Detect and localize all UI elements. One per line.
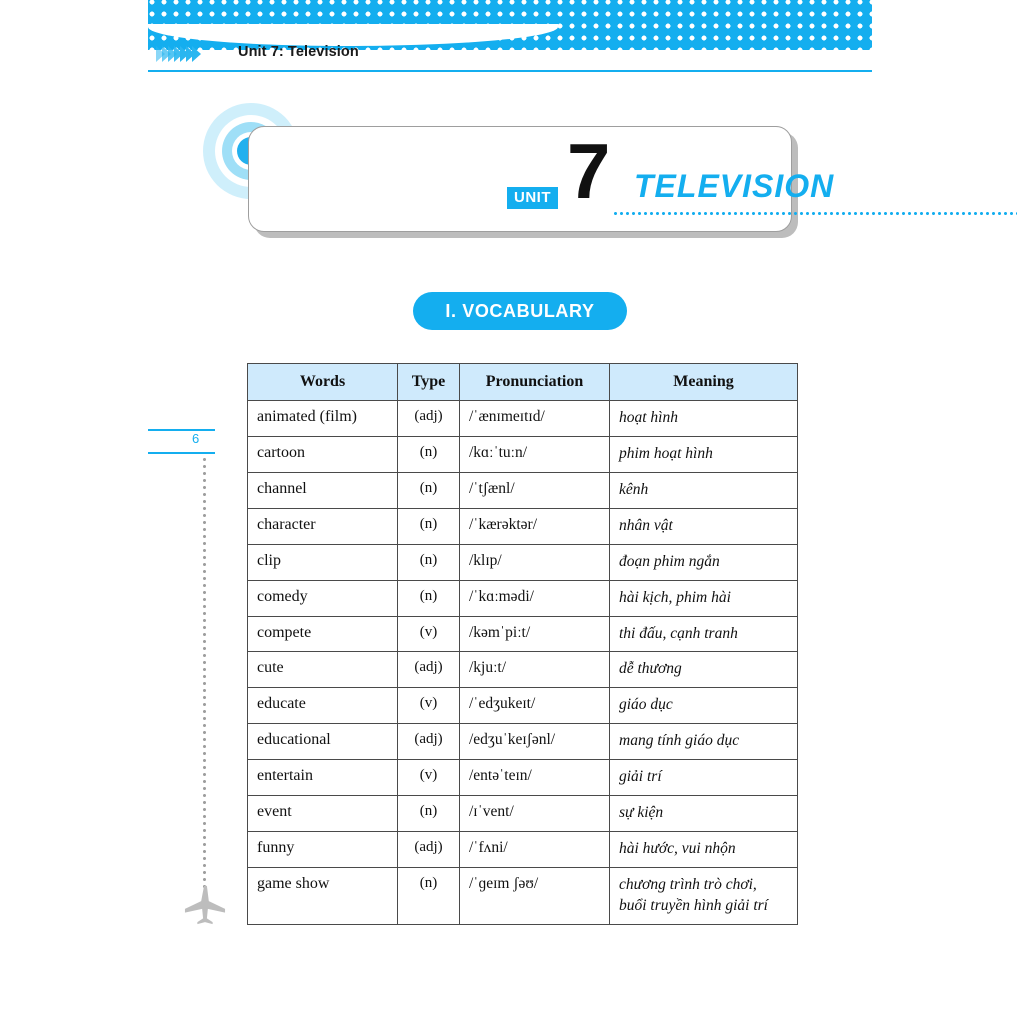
cell-word: event <box>248 796 398 832</box>
table-row <box>248 472 798 508</box>
cell-meaning: mang tính giáo dục <box>610 724 798 760</box>
table-row <box>248 508 798 544</box>
cell-meaning: giải trí <box>610 760 798 796</box>
cell-meaning: chương trình trò chơi, buổi truyền hình giải trí <box>610 867 798 924</box>
table-row <box>248 832 798 868</box>
cell-type: (n) <box>398 472 460 508</box>
table-row <box>248 688 798 724</box>
table-row <box>248 652 798 688</box>
table-row <box>248 796 798 832</box>
table-row <box>248 580 798 616</box>
section-title-vocabulary: I. VOCABULARY <box>413 292 627 330</box>
cell-type: (v) <box>398 760 460 796</box>
unit-number: 7 <box>567 127 611 215</box>
margin-dotted-line <box>203 458 206 888</box>
column-header-words: Words <box>248 364 398 401</box>
cell-meaning: đoạn phim ngắn <box>610 544 798 580</box>
cell-type: (n) <box>398 544 460 580</box>
cell-word: clip <box>248 544 398 580</box>
column-header-type: Type <box>398 364 460 401</box>
table-row <box>248 401 798 437</box>
cell-word: cute <box>248 652 398 688</box>
cell-meaning: dễ thương <box>610 652 798 688</box>
table-row <box>248 616 798 652</box>
double-chevron-right-icon <box>156 46 198 62</box>
page-number: 6 <box>192 431 200 446</box>
cell-meaning: sự kiện <box>610 796 798 832</box>
cell-pronunciation: /ˈtʃænl/ <box>460 472 610 508</box>
unit-title-box <box>248 126 835 232</box>
table-row <box>248 724 798 760</box>
cell-type: (v) <box>398 688 460 724</box>
cell-pronunciation: /ˈkɑːmədi/ <box>460 580 610 616</box>
cell-pronunciation: /ˈɡeɪm ʃəʊ/ <box>460 867 610 924</box>
table-row <box>248 436 798 472</box>
cell-pronunciation: /kəmˈpiːt/ <box>460 616 610 652</box>
cell-type: (n) <box>398 580 460 616</box>
cell-pronunciation: /ˈedʒukeɪt/ <box>460 688 610 724</box>
cell-pronunciation: /entəˈteɪn/ <box>460 760 610 796</box>
cell-word: entertain <box>248 760 398 796</box>
cell-word: game show <box>248 867 398 924</box>
cell-pronunciation: /ˈænɪmeɪtɪd/ <box>460 401 610 437</box>
unit-name: TELEVISION <box>634 168 835 204</box>
unit-tag-label: UNIT <box>507 187 558 209</box>
cell-type: (adj) <box>398 652 460 688</box>
cell-type: (v) <box>398 616 460 652</box>
cell-word: character <box>248 508 398 544</box>
cell-meaning: giáo dục <box>610 688 798 724</box>
cell-word: comedy <box>248 580 398 616</box>
cell-type: (n) <box>398 436 460 472</box>
cell-word: compete <box>248 616 398 652</box>
cell-pronunciation: /kjuːt/ <box>460 652 610 688</box>
cell-word: educate <box>248 688 398 724</box>
cell-meaning: nhân vật <box>610 508 798 544</box>
cell-pronunciation: /edʒuˈkeɪʃənl/ <box>460 724 610 760</box>
cell-meaning: kênh <box>610 472 798 508</box>
airplane-icon <box>182 884 228 926</box>
cell-type: (n) <box>398 867 460 924</box>
cell-meaning: thi đấu, cạnh tranh <box>610 616 798 652</box>
table-row <box>248 867 798 924</box>
cell-type: (n) <box>398 508 460 544</box>
cell-type: (adj) <box>398 401 460 437</box>
cell-word: cartoon <box>248 436 398 472</box>
cell-pronunciation: /klɪp/ <box>460 544 610 580</box>
unit-dotted-underline <box>614 212 1017 215</box>
cell-meaning: hoạt hình <box>610 401 798 437</box>
cell-word: animated (film) <box>248 401 398 437</box>
cell-pronunciation: /ɪˈvent/ <box>460 796 610 832</box>
table-row <box>248 760 798 796</box>
cell-pronunciation: /kɑːˈtuːn/ <box>460 436 610 472</box>
cell-type: (n) <box>398 796 460 832</box>
cell-type: (adj) <box>398 724 460 760</box>
cell-word: funny <box>248 832 398 868</box>
cell-meaning: phim hoạt hình <box>610 436 798 472</box>
running-head <box>148 44 872 74</box>
cell-word: educational <box>248 724 398 760</box>
cell-pronunciation: /ˈfʌni/ <box>460 832 610 868</box>
cell-type: (adj) <box>398 832 460 868</box>
column-header-meaning: Meaning <box>610 364 798 401</box>
vocabulary-table <box>247 363 798 925</box>
cell-pronunciation: /ˈkærəktər/ <box>460 508 610 544</box>
cell-meaning: hài hước, vui nhộn <box>610 832 798 868</box>
cell-word: channel <box>248 472 398 508</box>
margin-rule-top <box>148 429 215 431</box>
table-row <box>248 544 798 580</box>
column-header-pronunciation: Pronunciation <box>460 364 610 401</box>
margin-rule-bottom <box>148 452 215 454</box>
cell-meaning: hài kịch, phim hài <box>610 580 798 616</box>
table-header-row <box>248 364 798 401</box>
running-head-title: Unit 7: Television <box>238 44 359 60</box>
running-head-rule <box>148 70 872 72</box>
